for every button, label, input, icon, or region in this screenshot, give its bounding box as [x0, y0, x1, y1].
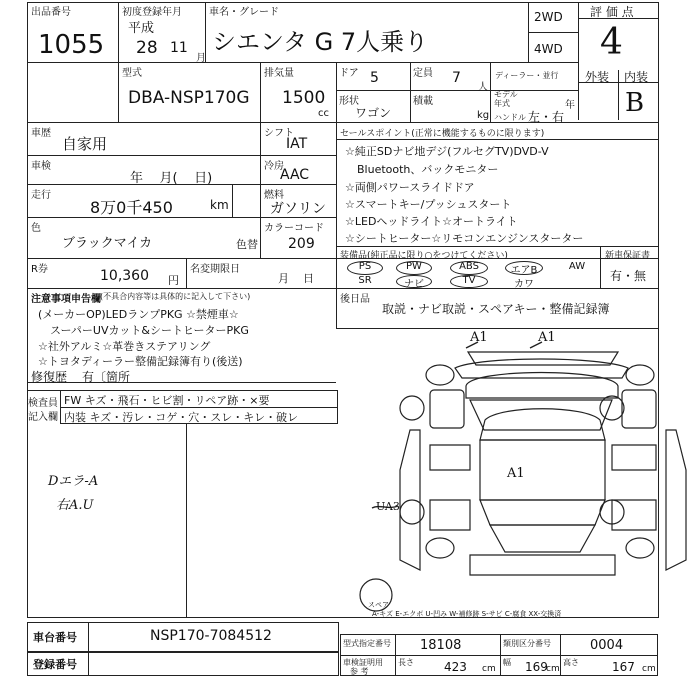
spare-tire-label: スペア [368, 601, 389, 609]
equip-navi-label: ナビ [404, 279, 424, 290]
selling-point-1: ☆純正SDナビ地デジ(フルセグTV)DVD-V [345, 145, 549, 158]
color: ブラックマイカ [62, 236, 153, 251]
selling-points-title: セールスポイント(正常に機能するものに限ります) [340, 129, 545, 139]
recycle-label: R券 [31, 264, 48, 275]
selling-point-5: ☆LEDヘッドライト☆オートライト [345, 215, 518, 228]
damage-legend: A-キズ E-エクボ U-凹み W-補修跡 S-サビ C-腐食 XX-交換済 [372, 610, 562, 618]
width-unit: cm [546, 664, 560, 674]
equip-tv-label: TV [462, 275, 476, 286]
equip-airbag-label: エアB [510, 265, 538, 276]
transfer-date: 月 日 [278, 272, 314, 285]
class-number: 0004 [590, 638, 624, 653]
drive-4wd: 4WD [534, 42, 563, 56]
inspector-label-2: 記入欄 [28, 412, 58, 423]
width: 169 [525, 660, 548, 674]
equip-aw-label: AW [568, 261, 586, 272]
score: 4 [600, 22, 623, 63]
ref-label-1: 車検証明用 [343, 658, 383, 667]
equip-sr-label: SR [358, 275, 372, 286]
damage-mark-roof: A1 [507, 466, 525, 481]
height-label: 高さ [563, 658, 579, 667]
repair-value: 有〔箇所 [82, 370, 131, 384]
lot-label: 出品番号 [31, 7, 71, 18]
month-unit: 月 [196, 53, 206, 64]
reg-year: 28 [136, 38, 158, 58]
equipment-title: 装備品(純正品に限り○をつけてください) [340, 251, 508, 261]
handwritten-note-2: 右A.U [56, 498, 94, 513]
shift: IAT [286, 136, 308, 152]
note-3: ☆社外アルミ☆革巻きステアリング [38, 340, 211, 353]
mileage-label: 走行 [31, 190, 51, 201]
after-sales-value: 取説・ナビ取説・スペアキー・整備記録簿 [382, 302, 610, 316]
displacement-label: 排気量 [264, 68, 294, 79]
transfer-label: 名変期限日 [190, 264, 240, 275]
notes-title: 注意事項申告欄 [31, 294, 101, 305]
inspection: 年 月( 日) [130, 171, 213, 186]
displacement: 1500 [282, 88, 326, 108]
inspector-row-1: FW キズ・飛石・ヒビ割・リペア跡・×要 [64, 394, 270, 407]
kg-unit: kg [477, 110, 490, 121]
recycle-value: 10,360 [100, 268, 149, 284]
model: DBA-NSP170G [128, 88, 250, 108]
car-name: シエンタ G 7人乗り [212, 28, 429, 56]
fuel-label: 燃料 [264, 190, 284, 201]
load-label: 積載 [413, 96, 433, 107]
equip-abs-label: ABS [459, 261, 479, 272]
note-1: (メーカーOP)LEDランプPKG ☆禁煙車☆ [38, 308, 239, 321]
damage-mark-side: UA3 [376, 500, 400, 513]
exterior-label: 外装 [585, 70, 610, 84]
after-sales-label: 後日品 [340, 294, 370, 305]
model-year-label: モデル年式 [494, 90, 518, 108]
shape-label: 形状 [339, 96, 359, 107]
door-label: ドア [339, 68, 359, 79]
class-label: 類別区分番号 [503, 639, 551, 648]
ac-label: 冷房 [264, 161, 284, 172]
model-label: 型式 [122, 68, 142, 79]
interior-label: 内装 [624, 70, 649, 84]
repair-label: 修復歴 [31, 370, 68, 384]
era: 平成 [128, 21, 155, 36]
usage-label: 車歴 [31, 128, 51, 139]
capacity: 7 [452, 70, 461, 86]
selling-point-3: ☆両側パワースライドドア [345, 181, 475, 194]
selling-point-2: Bluetooth、バックモニター [357, 163, 499, 176]
ac: AAC [280, 167, 310, 183]
inspection-label: 車検 [31, 161, 51, 172]
length-unit: cm [482, 664, 496, 674]
ref-label-2: 参 考 [350, 667, 369, 676]
note-2: スーパーUVカット&シートヒーターPKG [50, 324, 249, 337]
new-warranty-label: 新車保証書 [605, 251, 651, 261]
fuel: ガソリン [270, 201, 326, 217]
dealer-label: ディーラー・並行 [495, 71, 559, 80]
new-warranty-value: 有・無 [610, 269, 647, 283]
drive-2wd: 2WD [534, 10, 563, 24]
year-unit: 年 [565, 100, 575, 111]
km-unit: km [210, 198, 229, 212]
first-reg-label: 初度登録年月 [122, 7, 182, 18]
mileage: 8万0千450 [90, 198, 173, 217]
shift-label: シフト [264, 128, 294, 139]
color-code: 209 [288, 236, 315, 252]
name-label: 車名・グレード [209, 7, 279, 18]
length: 423 [444, 660, 467, 674]
usage: 自家用 [62, 135, 108, 153]
score-label: 評 価 点 [590, 5, 634, 19]
doors: 5 [370, 70, 379, 86]
equip-pw-label: PW [406, 261, 422, 272]
registration-label: 登録番号 [33, 658, 77, 671]
color-label: 色 [31, 223, 41, 234]
color-change-label: 色替 [236, 238, 258, 251]
notes-subtitle: (不具合内容等は具体的に記入して下さい) [100, 292, 251, 301]
interior-grade: B [625, 88, 645, 118]
type-cert-label: 型式指定番号 [343, 639, 391, 648]
person-unit: 人 [478, 82, 488, 93]
chassis-number: NSP170-7084512 [150, 628, 272, 644]
selling-point-4: ☆スマートキー/プッシュスタート [345, 198, 512, 211]
equip-ps-label: PS [358, 261, 372, 272]
note-4: ☆トヨタディーラー整備記録簿有り(後送) [38, 355, 243, 368]
color-code-label: カラーコード [264, 223, 324, 234]
chassis-label: 車台番号 [33, 631, 77, 644]
height-unit: cm [642, 664, 656, 674]
height: 167 [612, 660, 635, 674]
cc-unit: cc [318, 108, 329, 119]
type-cert: 18108 [420, 638, 462, 653]
inspector-row-2: 内装 キズ・汚レ・コゲ・穴・スレ・キレ・破レ [64, 411, 299, 424]
lot-number: 1055 [38, 30, 105, 60]
damage-mark-front-left: A1 [470, 330, 488, 345]
length-label: 長さ [398, 658, 414, 667]
handle-value: 左・右 [528, 110, 565, 124]
selling-point-6: ☆シートヒーター☆リモコンエンジンスターター [345, 232, 584, 245]
capacity-label: 定員 [413, 68, 433, 79]
damage-mark-front-right: A1 [538, 330, 556, 345]
shape: ワゴン [355, 106, 392, 120]
equip-leather-label: カワ [514, 279, 534, 290]
handle-label: ハンドル [494, 113, 526, 122]
width-label: 幅 [503, 658, 511, 667]
reg-month: 11 [170, 40, 188, 56]
handwritten-note-1: Dエラ-A [48, 474, 99, 489]
yen-unit: 円 [168, 274, 179, 287]
inspector-label-1: 検査員 [28, 398, 58, 409]
